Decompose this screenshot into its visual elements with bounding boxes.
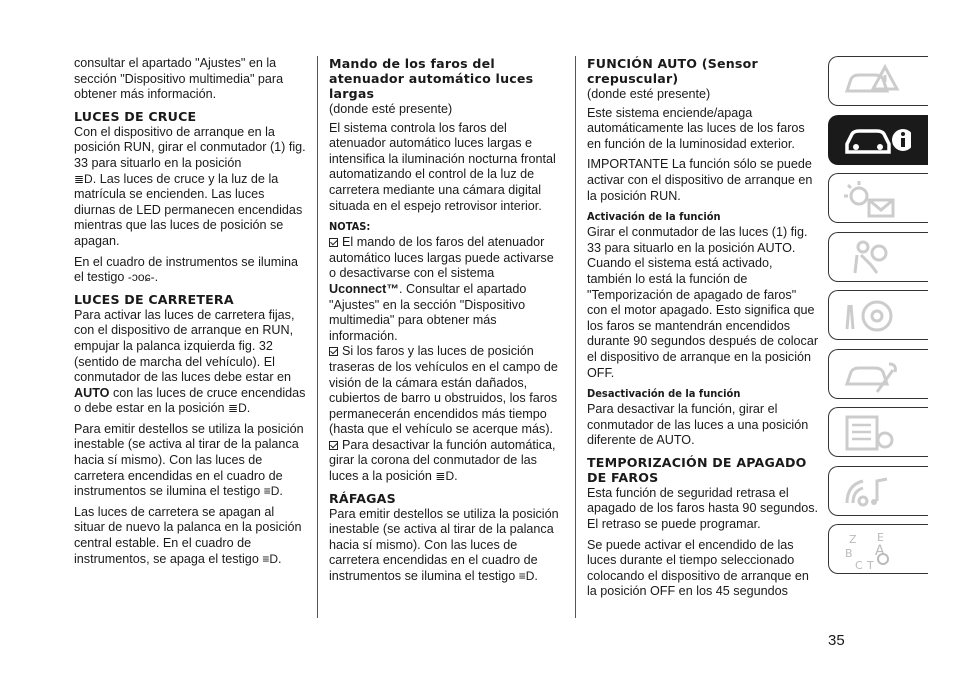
position-lights-icon: -ɔoɕ- xyxy=(127,270,155,285)
tab-steering-wheel[interactable] xyxy=(828,290,928,340)
column-1 xyxy=(74,56,306,572)
para-rafagas: Para emitir destellos se utiliza la posición inestable (se activa al tirar de la palanca hacia sí mismo). Con las luces de carretera encendidas en el cuadro de instrumentos se ilumina el testigo ≡D. xyxy=(329,506,559,584)
tab-index[interactable] xyxy=(828,524,928,574)
tab-settings-list[interactable] xyxy=(828,407,928,457)
para-auto-6: Esta función de seguridad retrasa el apagado de los faros hasta 90 segundos. El retraso se puede programar. xyxy=(587,485,819,532)
checkbox-icon xyxy=(329,238,338,247)
heading-mando-faros: Mando de los faros del atenuador automático luces largas xyxy=(329,56,534,101)
heading-luces-carretera: LUCES DE CARRETERA xyxy=(74,291,234,307)
column-2 xyxy=(329,56,561,590)
car-warning-icon xyxy=(841,63,901,101)
low-beam-icon: ≣D xyxy=(228,401,247,416)
media-icon xyxy=(841,473,901,511)
para-auto-4: Cuando el sistema está activado, también lo está la función de "Temporización de apagado de faros" con el motor apagado. Esto significa que los faros se mantendrán encendidos durante 90 segundos después de colocar el dispositivo de arranque en la posición OFF. xyxy=(587,256,819,380)
checkbox-icon xyxy=(329,347,338,356)
heading-temporizacion: TEMPORIZACIÓN DE APAGADO DE FAROS xyxy=(587,454,807,485)
tab-car-wrench[interactable] xyxy=(828,349,928,399)
heading-luces-cruce: LUCES DE CRUCE xyxy=(74,108,197,124)
heading-funcion-auto: FUNCIÓN AUTO (Sensor crepuscular) xyxy=(587,56,758,86)
high-beam-icon: ≡D xyxy=(263,484,280,499)
para-mando-1: El sistema controla los faros del atenuador automático luces largas e intensifica la iluminación nocturna frontal automatizando el control de la luz de carretera mediante una cámara digital situada en el espejo retrovisor interior. xyxy=(329,120,556,213)
index-letter: B xyxy=(845,547,853,560)
note-2: Si los faros y las luces de posición traseras de los vehículos en el campo de visión de la cámara están dañados, cubiertos de barro u obstruidos, los faros permanecerán encendidos más tiempo (hasta que el vehículo se acerque más). xyxy=(329,344,558,437)
subtitle-presente: (donde esté presente) xyxy=(587,87,711,101)
index-letter: E xyxy=(877,531,884,544)
tab-car-warning[interactable] xyxy=(828,56,928,106)
index-letter: C xyxy=(855,559,863,571)
para-carretera-2: Para emitir destellos se utiliza la posición inestable (se activa al tirar de la palanca hacia sí mismo). Con las luces de carretera encendidas en el cuadro de instrumentos se ilumina el testigo ≡D. xyxy=(74,421,304,499)
para-auto-3: Girar el conmutador de las luces (1) fig. 33 para situarlo en la posición AUTO. xyxy=(587,225,808,255)
high-beam-icon: ≡D xyxy=(262,551,278,566)
airbag-icon xyxy=(841,239,901,277)
high-beam-icon: ≡D xyxy=(518,569,535,584)
low-beam-icon: ≣D xyxy=(74,171,93,186)
para-auto-7: Se puede activar el encendido de las luces durante el tiempo seleccionado colocando el dispositivo de arranque en la posición OFF en los 45 segundos xyxy=(587,537,809,599)
subtitle-presente: (donde esté presente) xyxy=(329,102,453,116)
tab-media[interactable] xyxy=(828,466,928,516)
tab-airbag[interactable] xyxy=(828,232,928,282)
car-wrench-icon xyxy=(841,356,901,394)
notes-heading: NOTAS: xyxy=(329,220,371,234)
heading-desactivacion: Desactivación de la función xyxy=(587,387,741,401)
chapter-tabs xyxy=(828,56,928,583)
index-letter: T xyxy=(867,559,874,571)
steering-wheel-icon xyxy=(841,297,901,335)
tab-car-info[interactable] xyxy=(828,115,928,165)
para-cruce-2: En el cuadro de instrumentos se ilumina el testigo -ɔoɕ-. xyxy=(74,254,299,285)
heading-rafagas: RÁFAGAS xyxy=(329,490,396,506)
car-info-icon xyxy=(841,122,911,160)
settings-list-icon xyxy=(841,414,901,452)
index-abc-icon xyxy=(841,531,901,571)
low-beam-icon: ≣D xyxy=(435,469,455,484)
index-letter: Z xyxy=(849,533,857,546)
para-carretera-1: Para activar las luces de carretera fijas, con el dispositivo de arranque en RUN, empujar la palanca izquierda fig. 32 (sentido de marcha del vehículo). El conmutador de las luces debe estar en AUTO con las luces de cruce encendidas o debe estar en la posición ≣D. xyxy=(74,307,306,416)
heading-activacion: Activación de la función xyxy=(587,210,721,224)
note-1: El mando de los faros del atenuador automático luces largas puede activarse o desactivarse con el sistema Uconnect™. Consultar el apartado "Ajustes" en la sección "Dispositivo multimedia" para obtener más información. xyxy=(329,235,554,343)
column-3 xyxy=(587,56,819,605)
para-auto-1: Este sistema enciende/apaga automáticamente las luces de los faros en función de la luminosidad exterior. xyxy=(587,105,805,151)
para-auto-2: IMPORTANTE La función sólo se puede activar con el dispositivo de arranque en la posición RUN. xyxy=(587,157,813,203)
column-divider xyxy=(575,56,576,618)
intro-text: consultar el apartado "Ajustes" en la sección "Dispositivo multimedia" para obtener más información. xyxy=(74,56,284,102)
index-letter: A xyxy=(875,543,885,559)
checkbox-icon xyxy=(329,441,338,450)
para-cruce-1: Con el dispositivo de arranque en la posición RUN, girar el conmutador (1) fig. 33 para situarlo en la posición ≣D. Las luces de cruce y la luz de la matrícula se encienden. Las luces diurnas de LED permanecen encendidas mientras que las luces de posición se apagan. xyxy=(74,124,306,248)
column-divider xyxy=(317,56,318,618)
para-auto-5: Para desactivar la función, girar el conmutador de las luces a una posición diferente de AUTO. xyxy=(587,402,809,448)
page-number: 35 xyxy=(828,632,845,649)
tab-lights-mail[interactable] xyxy=(828,173,928,223)
lights-mail-icon xyxy=(841,180,901,218)
note-3: Para desactivar la función automática, girar la corona del conmutador de las luces a la posición ≣D. xyxy=(329,437,556,484)
para-carretera-3: Las luces de carretera se apagan al situar de nuevo la palanca en la posición central estable. En el cuadro de instrumentos, se apaga el testigo ≡D. xyxy=(74,504,302,566)
